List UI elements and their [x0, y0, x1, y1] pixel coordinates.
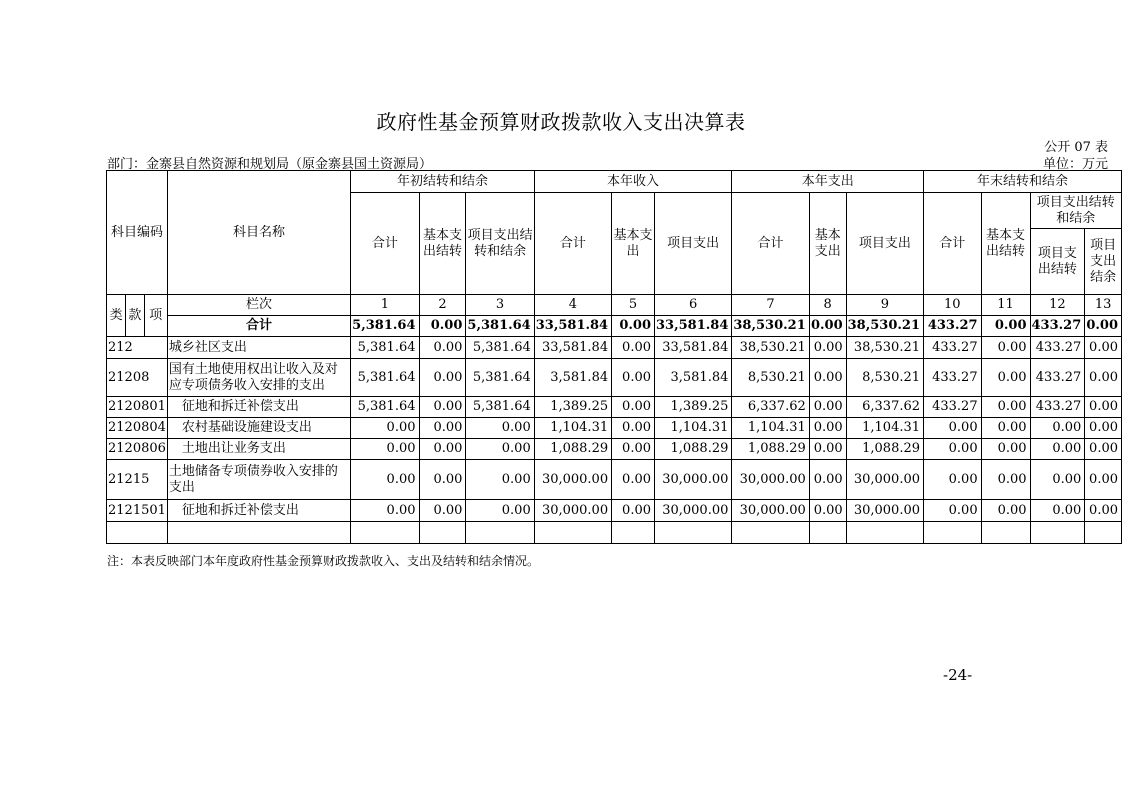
- row-cell: 33,581.84: [655, 337, 732, 359]
- row-name: 土地储备专项债券收入安排的支出: [167, 460, 350, 500]
- row-name: 农村基础设施建设支出: [167, 418, 350, 439]
- row-cell: 5,381.64: [466, 337, 534, 359]
- column-number: 9: [846, 295, 923, 316]
- row-cell: 0.00: [924, 460, 982, 500]
- header-project-expense: 项目支出: [846, 193, 923, 295]
- row-cell: 0.00: [924, 439, 982, 460]
- header-group-opening: 年初结转和结余: [351, 171, 535, 193]
- row-cell: 5,381.64: [466, 397, 534, 418]
- row-cell: 6,337.62: [846, 397, 923, 418]
- row-cell: 0.00: [809, 337, 846, 359]
- column-number: 4: [534, 295, 611, 316]
- row-cell: 0.00: [466, 460, 534, 500]
- header-total: 合计: [351, 193, 419, 295]
- column-number: 6: [655, 295, 732, 316]
- header-group-expense: 本年支出: [732, 171, 924, 193]
- row-cell: 30,000.00: [846, 460, 923, 500]
- row-cell: 0.00: [1085, 439, 1122, 460]
- row-cell: 0.00: [809, 439, 846, 460]
- header-project-expense: 项目支出: [655, 193, 732, 295]
- table-number: 公开 07 表: [1044, 140, 1108, 155]
- row-code: 2120806: [107, 439, 168, 460]
- header-xiang: 项: [144, 295, 167, 337]
- header-name: 科目名称: [167, 171, 350, 295]
- header-basic-carry: 基本支出结转: [419, 193, 466, 295]
- row-cell: 0.00: [419, 359, 466, 397]
- row-cell: 8,530.21: [846, 359, 923, 397]
- column-number: 1: [351, 295, 419, 316]
- row-cell: 30,000.00: [534, 500, 611, 522]
- row-cell: 38,530.21: [846, 337, 923, 359]
- row-cell: 433.27: [924, 359, 982, 397]
- total-cell: 433.27: [924, 316, 982, 337]
- row-cell: 1,088.29: [655, 439, 732, 460]
- row-cell: 33,581.84: [534, 337, 611, 359]
- row-cell: 30,000.00: [846, 500, 923, 522]
- row-name: 土地出让业务支出: [167, 439, 350, 460]
- row-cell: 0.00: [1030, 418, 1085, 439]
- row-cell: 1,104.31: [732, 418, 809, 439]
- row-cell: 0.00: [612, 500, 655, 522]
- row-cell: 0.00: [809, 500, 846, 522]
- row-cell: 0.00: [809, 397, 846, 418]
- total-cell: 5,381.64: [466, 316, 534, 337]
- row-cell: 1,104.31: [534, 418, 611, 439]
- total-label: 合计: [167, 316, 350, 337]
- total-cell: 33,581.84: [655, 316, 732, 337]
- row-cell: 5,381.64: [351, 397, 419, 418]
- row-cell: 0.00: [419, 460, 466, 500]
- row-cell: 0.00: [466, 500, 534, 522]
- row-cell: 0.00: [1085, 397, 1122, 418]
- total-cell: 0.00: [419, 316, 466, 337]
- row-cell: 0.00: [1030, 500, 1085, 522]
- row-cell: 5,381.64: [351, 359, 419, 397]
- total-cell: 0.00: [612, 316, 655, 337]
- row-cell: 0.00: [809, 359, 846, 397]
- row-cell: 5,381.64: [466, 359, 534, 397]
- row-cell: 30,000.00: [534, 460, 611, 500]
- total-cell: 0.00: [809, 316, 846, 337]
- row-cell: 3,581.84: [655, 359, 732, 397]
- row-cell: 0.00: [612, 337, 655, 359]
- table-row: [107, 359, 1122, 397]
- row-cell: 1,088.29: [732, 439, 809, 460]
- row-cell: 1,104.31: [846, 418, 923, 439]
- row-cell: 0.00: [351, 439, 419, 460]
- row-cell: 0.00: [612, 397, 655, 418]
- row-cell: 0.00: [981, 418, 1030, 439]
- table-row: [107, 397, 1122, 418]
- page-number: -24-: [943, 666, 973, 684]
- table-row: [107, 439, 1122, 460]
- row-cell: 0.00: [809, 460, 846, 500]
- column-number: 8: [809, 295, 846, 316]
- total-cell: 38,530.21: [732, 316, 809, 337]
- row-name: 征地和拆迁补偿支出: [167, 500, 350, 522]
- total-cell: 0.00: [1085, 316, 1122, 337]
- row-cell: 0.00: [924, 418, 982, 439]
- row-cell: 433.27: [1030, 359, 1085, 397]
- row-code: 212: [107, 337, 168, 359]
- row-code: 21215: [107, 460, 168, 500]
- total-cell: 433.27: [1030, 316, 1085, 337]
- header-group-income: 本年收入: [534, 171, 732, 193]
- row-cell: 433.27: [924, 337, 982, 359]
- table-row: [107, 337, 1122, 359]
- row-cell: 0.00: [419, 397, 466, 418]
- row-cell: 0.00: [981, 460, 1030, 500]
- row-cell: 0.00: [809, 418, 846, 439]
- row-cell: 38,530.21: [732, 337, 809, 359]
- header-group-closing: 年末结转和结余: [924, 171, 1122, 193]
- row-cell: 0.00: [466, 418, 534, 439]
- table-row: [107, 500, 1122, 522]
- row-cell: 0.00: [981, 359, 1030, 397]
- row-cell: 0.00: [981, 500, 1030, 522]
- unit-label: 单位：万元: [1042, 157, 1108, 172]
- row-cell: 1,389.25: [534, 397, 611, 418]
- header-total: 合计: [924, 193, 982, 295]
- column-number: 5: [612, 295, 655, 316]
- column-number: 3: [466, 295, 534, 316]
- header-lanci: 栏次: [167, 295, 350, 316]
- row-cell: 0.00: [981, 439, 1030, 460]
- row-cell: 30,000.00: [732, 500, 809, 522]
- table-row: [107, 418, 1122, 439]
- header-basic-carry: 基本支出结转: [981, 193, 1030, 295]
- empty-row: [107, 522, 1122, 544]
- row-code: 2120801: [107, 397, 168, 418]
- row-cell: 1,088.29: [846, 439, 923, 460]
- header-basic-expense: 基本支出: [809, 193, 846, 295]
- row-name: 城乡社区支出: [167, 337, 350, 359]
- row-cell: 1,088.29: [534, 439, 611, 460]
- row-cell: 0.00: [1085, 460, 1122, 500]
- row-cell: 0.00: [924, 500, 982, 522]
- column-number: 12: [1030, 295, 1085, 316]
- row-cell: 0.00: [351, 500, 419, 522]
- header-total: 合计: [534, 193, 611, 295]
- row-cell: 433.27: [924, 397, 982, 418]
- row-cell: 0.00: [981, 397, 1030, 418]
- department-label: 部门：金寨县自然资源和规划局（原金寨县国土资源局）: [107, 157, 433, 172]
- header-kuan: 款: [126, 295, 144, 337]
- row-cell: 0.00: [1030, 439, 1085, 460]
- row-cell: 0.00: [351, 418, 419, 439]
- row-cell: 0.00: [612, 460, 655, 500]
- row-cell: 0.00: [351, 460, 419, 500]
- column-number: 11: [981, 295, 1030, 316]
- row-name: 国有土地使用权出让收入及对应专项债务收入安排的支出: [167, 359, 350, 397]
- table-row: [107, 460, 1122, 500]
- row-cell: 0.00: [1085, 500, 1122, 522]
- row-code: 2120804: [107, 418, 168, 439]
- row-cell: 5,381.64: [351, 337, 419, 359]
- header-total: 合计: [732, 193, 809, 295]
- column-number: 13: [1085, 295, 1122, 316]
- row-cell: 0.00: [981, 337, 1030, 359]
- row-cell: 433.27: [1030, 337, 1085, 359]
- header-project-carry: 项目支出结转和结余: [466, 193, 534, 295]
- row-cell: 0.00: [466, 439, 534, 460]
- total-row: [107, 316, 1122, 337]
- column-number: 10: [924, 295, 982, 316]
- row-cell: 0.00: [419, 418, 466, 439]
- row-cell: 6,337.62: [732, 397, 809, 418]
- row-cell: 30,000.00: [732, 460, 809, 500]
- budget-table: [106, 170, 1122, 544]
- header-lei: 类: [107, 295, 126, 337]
- header-project-balance-sub: 项目支出结余: [1085, 229, 1122, 295]
- header-project-carry-sub: 项目支出结转: [1030, 229, 1085, 295]
- row-code: 2121501: [107, 500, 168, 522]
- total-cell: 33,581.84: [534, 316, 611, 337]
- row-cell: 0.00: [1085, 337, 1122, 359]
- row-cell: 0.00: [612, 418, 655, 439]
- footnote: 注：本表反映部门本年度政府性基金预算财政拨款收入、支出及结转和结余情况。: [107, 554, 540, 568]
- column-number: 2: [419, 295, 466, 316]
- header-project-carry-closing: 项目支出结转和结余: [1030, 193, 1121, 229]
- row-code: 21208: [107, 359, 168, 397]
- row-cell: 0.00: [419, 337, 466, 359]
- row-cell: 30,000.00: [655, 460, 732, 500]
- row-cell: 0.00: [1085, 418, 1122, 439]
- header-basic-expense: 基本支出: [612, 193, 655, 295]
- header-code: 科目编码: [107, 171, 168, 295]
- report-title: 政府性基金预算财政拨款收入支出决算表: [376, 110, 746, 134]
- row-cell: 0.00: [1085, 359, 1122, 397]
- row-cell: 8,530.21: [732, 359, 809, 397]
- row-cell: 0.00: [419, 500, 466, 522]
- row-cell: 30,000.00: [655, 500, 732, 522]
- row-cell: 0.00: [612, 439, 655, 460]
- row-cell: 0.00: [1030, 460, 1085, 500]
- row-name: 征地和拆迁补偿支出: [167, 397, 350, 418]
- row-cell: 1,104.31: [655, 418, 732, 439]
- row-cell: 0.00: [612, 359, 655, 397]
- row-cell: 0.00: [419, 439, 466, 460]
- total-cell: 5,381.64: [351, 316, 419, 337]
- column-number: 7: [732, 295, 809, 316]
- total-cell: 0.00: [981, 316, 1030, 337]
- total-cell: 38,530.21: [846, 316, 923, 337]
- row-cell: 433.27: [1030, 397, 1085, 418]
- row-cell: 1,389.25: [655, 397, 732, 418]
- row-cell: 3,581.84: [534, 359, 611, 397]
